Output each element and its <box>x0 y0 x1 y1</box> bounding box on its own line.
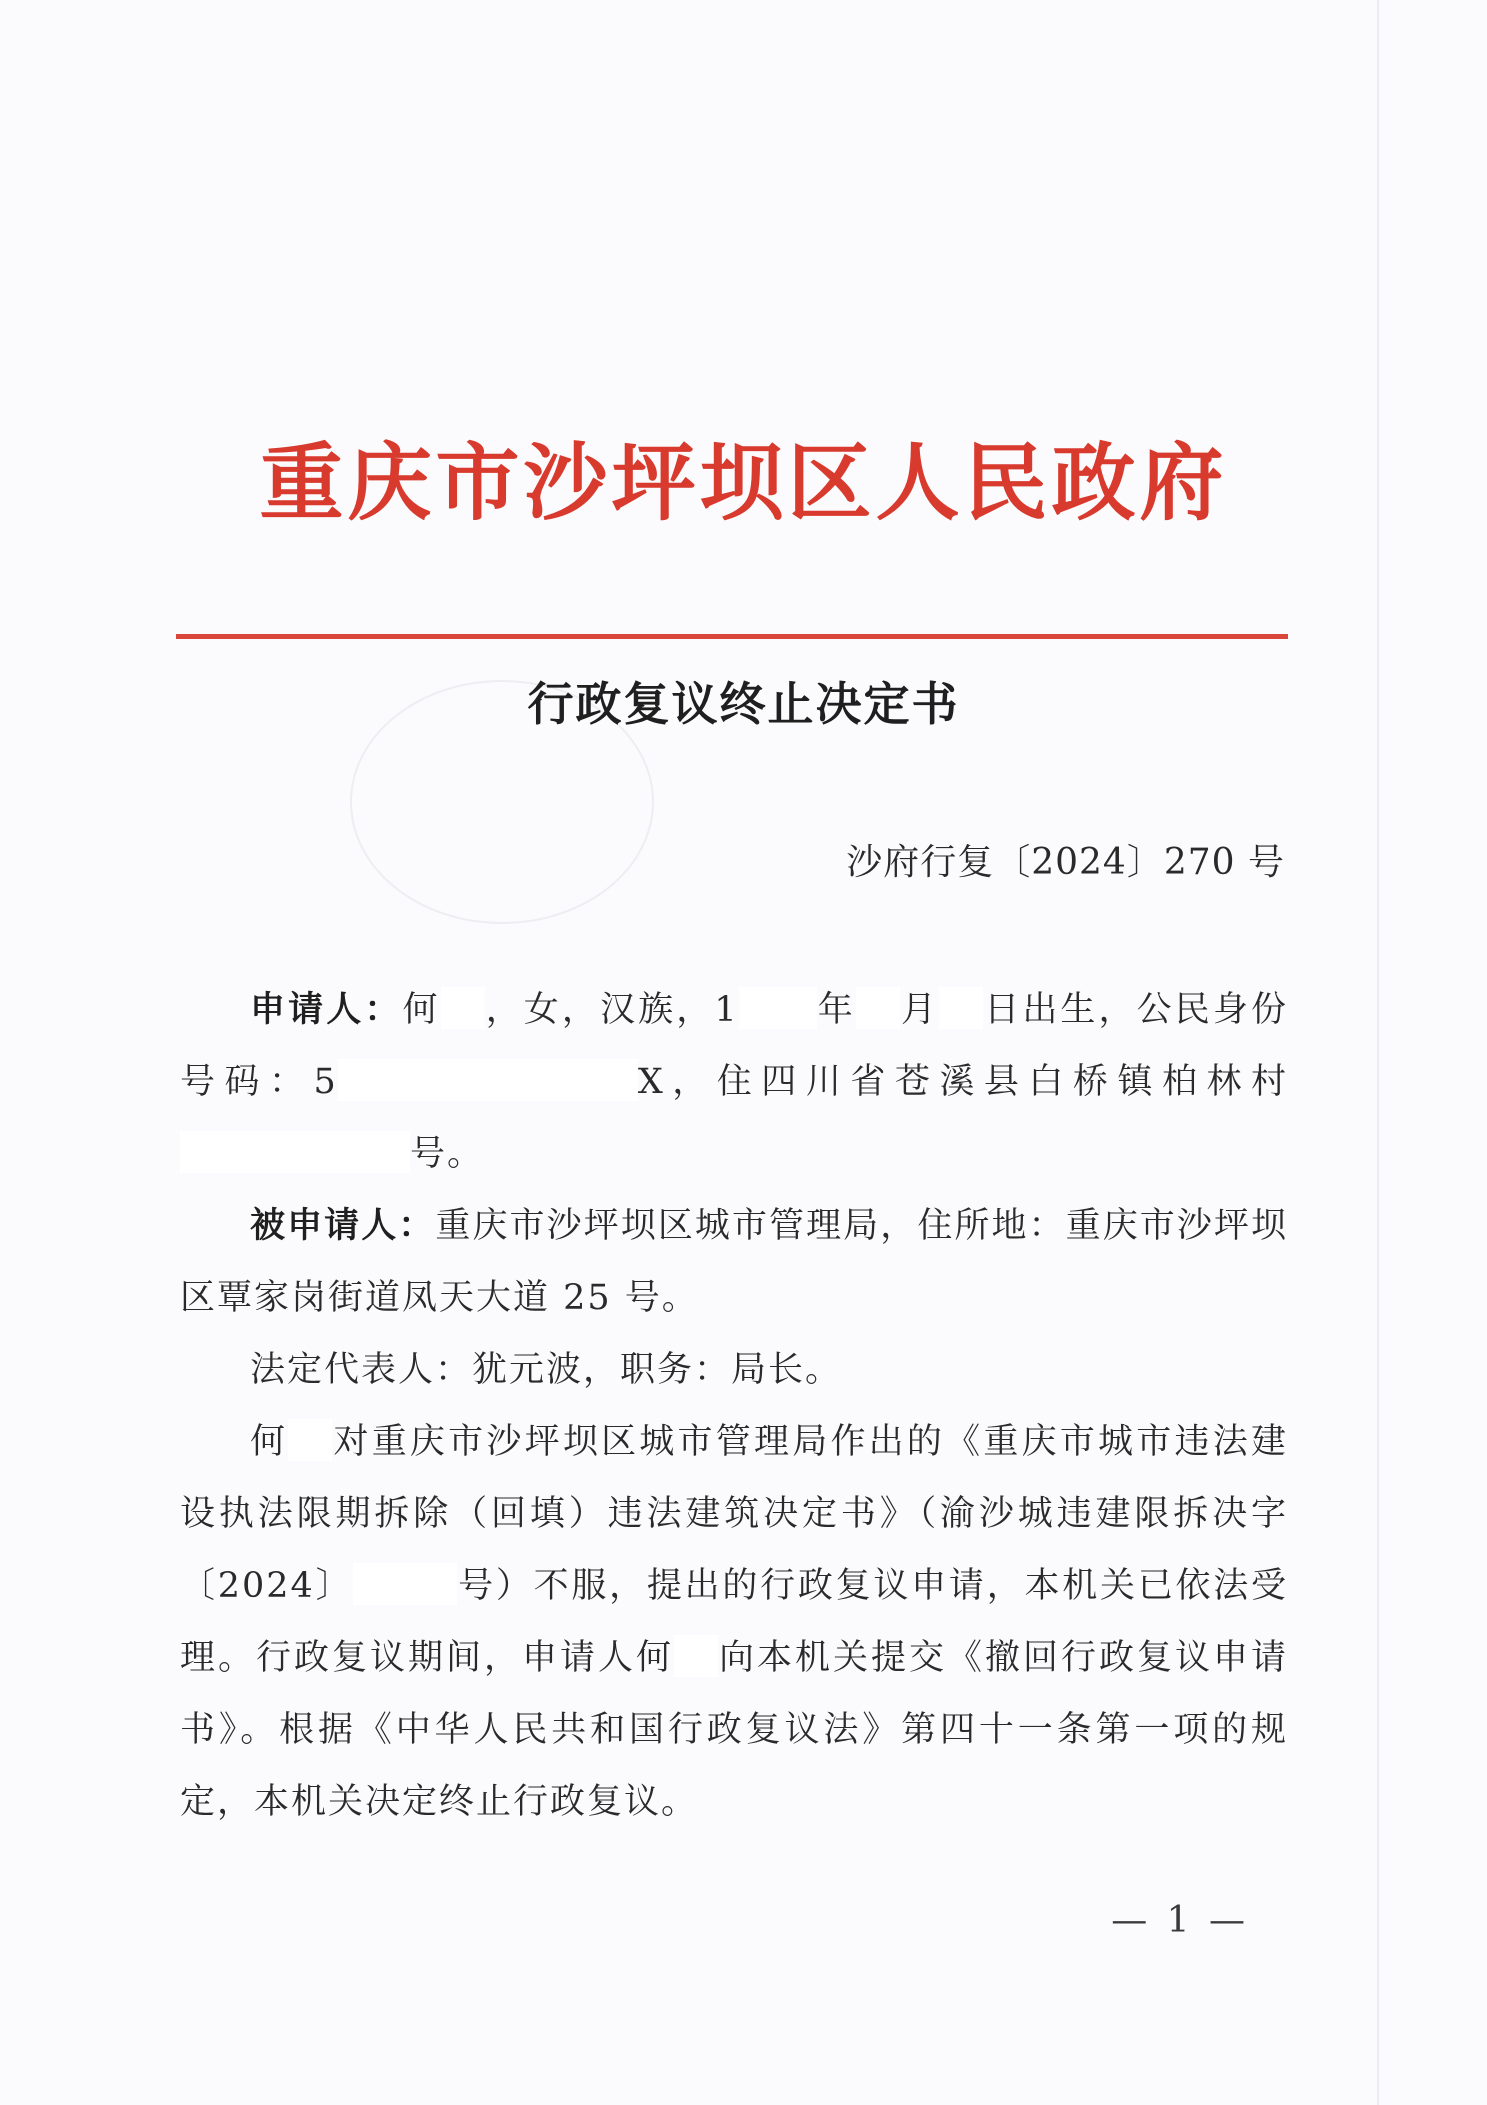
decision-text-2: 对重庆市沙坪坝区城市管理局作出的《重庆市城市违法建设执法限期拆除（回填）违法建筑决定书》（渝沙城违建限拆决字〔2024〕 <box>180 1422 1288 1606</box>
representative-paragraph: 法定代表人：犹元波，职务：局长。 <box>250 1350 843 1390</box>
redaction-box <box>180 1131 410 1173</box>
document-body <box>180 974 1288 1838</box>
red-separator-rule <box>176 634 1288 639</box>
applicant-text-6: X，住四川省苍溪县白桥镇柏林村 <box>637 1062 1288 1102</box>
redaction-box <box>288 1419 332 1461</box>
applicant-text-2: ，女，汉族，1 <box>484 990 739 1030</box>
page-number: — 1 — <box>1111 1900 1249 1941</box>
document-title: 行政复议终止决定书 <box>527 677 960 731</box>
applicant-text-5: 日出生，公民身份号码：5 <box>180 990 1288 1102</box>
decision-paragraph <box>180 1406 1288 1838</box>
applicant-label: 申请人： <box>250 990 403 1030</box>
scan-edge <box>1377 0 1379 2105</box>
redaction-box <box>338 1059 638 1101</box>
applicant-text-7: 号。 <box>410 1134 485 1174</box>
redaction-box <box>939 987 983 1029</box>
respondent-text: 重庆市沙坪坝区城市管理局，住所地：重庆市沙坪坝区覃家岗街道凤天大道 25 号。 <box>180 1206 1288 1318</box>
document-number: 沙府行复〔2024〕270 号 <box>846 842 1285 883</box>
respondent-label: 被申请人： <box>250 1206 436 1246</box>
redaction-box <box>441 987 485 1029</box>
redaction-box <box>739 987 817 1029</box>
redaction-box <box>856 987 900 1029</box>
applicant-text-4: 月 <box>899 990 940 1030</box>
applicant-paragraph <box>180 974 1288 1190</box>
decision-text-3: 号）不服，提出的行政复议申请，本机关已依法受理。行政复议期间，申请人何 <box>180 1566 1288 1678</box>
issuing-agency-header: 重庆市沙坪坝区人民政府 <box>259 433 1228 532</box>
redaction-box <box>353 1563 457 1605</box>
decision-text-4: 向本机关提交《撤回行政复议申请书》。根据《中华人民共和国行政复议法》第四十一条第一项的规定，本机关决定终止行政复议。 <box>180 1638 1288 1822</box>
applicant-text-1: 何 <box>402 990 441 1030</box>
respondent-paragraph <box>180 1190 1288 1334</box>
applicant-text-3: 年 <box>816 990 856 1030</box>
redaction-box <box>674 1635 718 1677</box>
decision-text-1: 何 <box>250 1422 289 1462</box>
